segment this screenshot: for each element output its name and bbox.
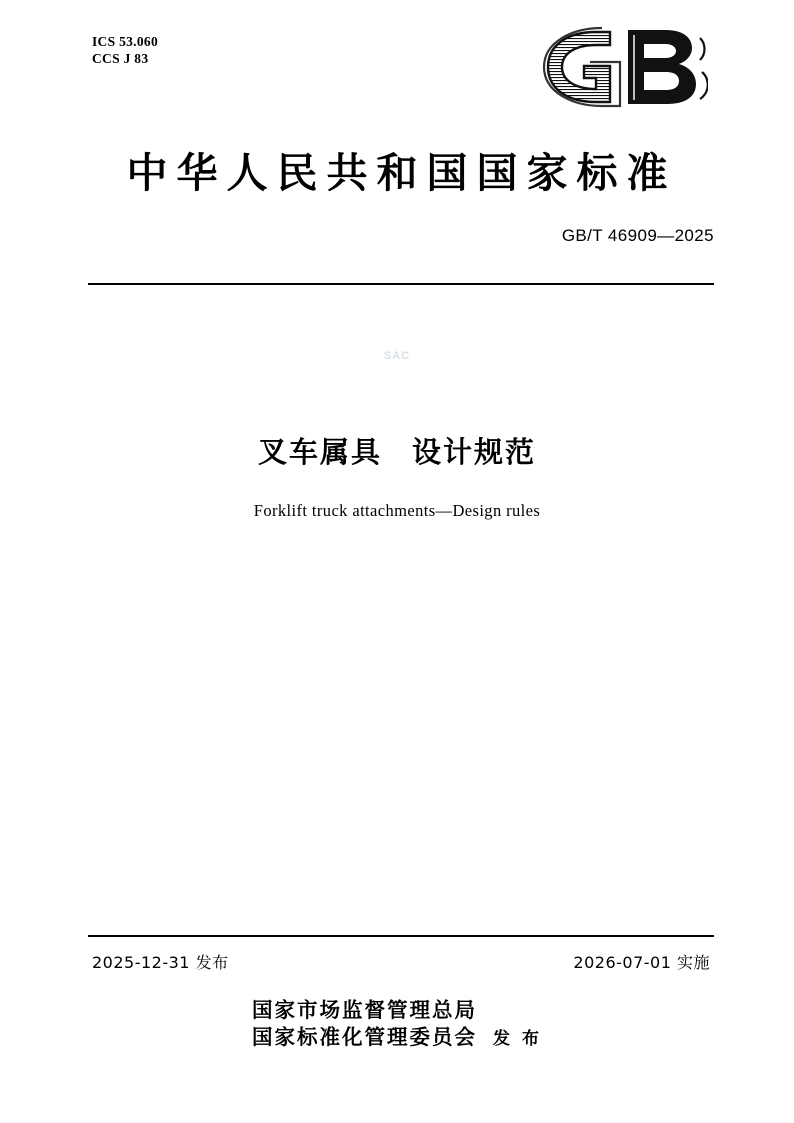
ics-code: ICS 53.060 [92,34,159,49]
document-title-english: Forklift truck attachments—Design rules [253,501,541,520]
issue-date: 2025-12-31 发布 [92,953,229,972]
ccs-code: CCS J 83 [92,51,149,66]
effective-date: 2026-07-01 实施 [573,953,710,972]
publisher-line-1: 国家市场监督管理总局 [252,998,478,1022]
document-title-chinese-part2: 设计规范 [412,435,537,469]
sac-watermark: SAC [383,350,411,362]
divider-bottom [88,935,714,937]
publisher-line-2: 国家标准化管理委员会 [252,1025,478,1049]
classification-codes [92,33,158,67]
publisher-block [0,997,794,1051]
publisher-action-label: 发 布 [493,1029,542,1049]
publisher-names [252,997,477,1051]
divider-top [88,283,714,285]
gb-emblem-icon [540,26,708,108]
document-title-chinese [0,430,794,471]
document-title-chinese-part1: 叉车属具 [257,435,382,469]
standard-number: GB/T 46909—2025 [561,226,714,245]
national-standard-title: 中华人民共和国国家标准 [126,149,677,197]
